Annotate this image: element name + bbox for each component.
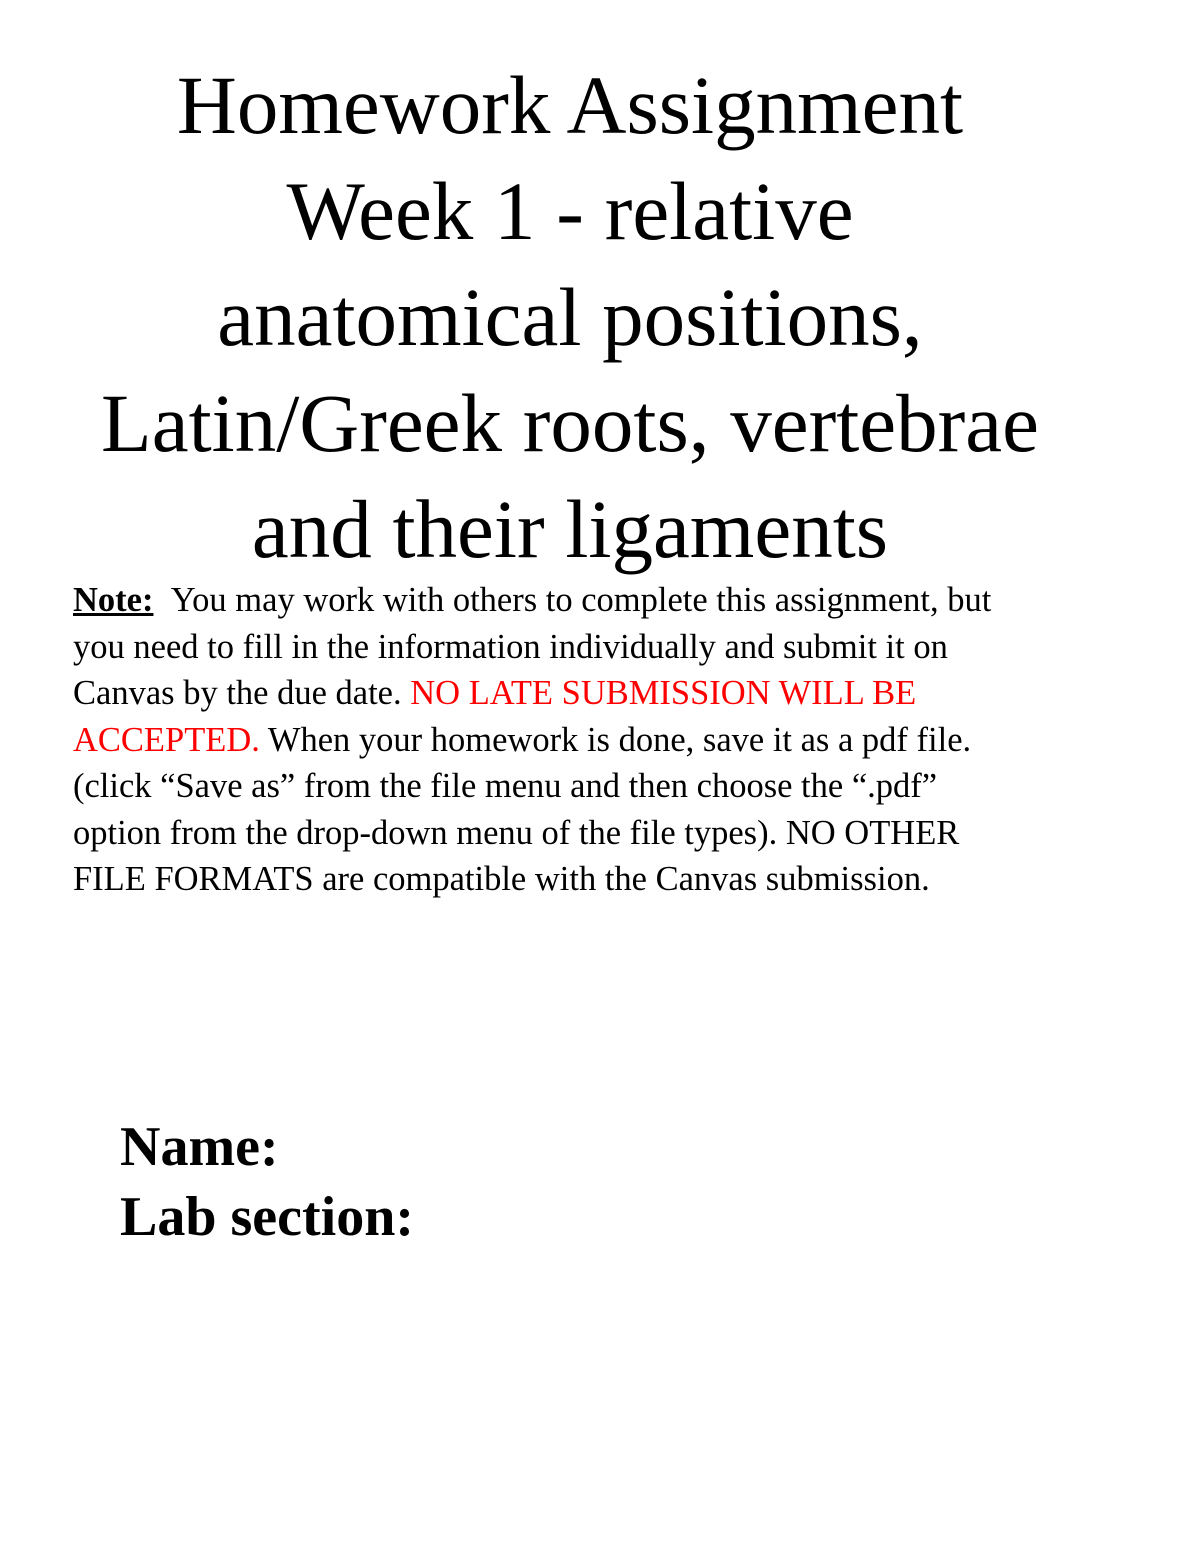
title-line-1: Homework Assignment [176, 59, 964, 151]
page-title [40, 52, 1100, 582]
note-line-3 [73, 670, 1153, 717]
title-line-3: anatomical positions, [217, 271, 923, 363]
note-text-3: Canvas by the due date. [73, 674, 402, 712]
note-paragraph [73, 577, 1153, 903]
note-text-1: You may work with others to complete this assignment, but [170, 581, 992, 619]
title-line-2: Week 1 - relative [286, 165, 854, 257]
note-line-4 [73, 717, 1153, 764]
name-field-label: Name: [120, 1116, 279, 1178]
lab-section-field-label: Lab section: [120, 1186, 414, 1248]
late-warning-text-1: NO LATE SUBMISSION WILL BE [410, 674, 917, 712]
note-line-1 [73, 577, 1153, 624]
late-warning-text-2: ACCEPTED. [73, 720, 260, 759]
note-line-7: FILE FORMATS are compatible with the Canvas submission. [73, 860, 930, 898]
note-line-5: (click “Save as” from the file menu and then choose the “.pdf” [73, 767, 938, 805]
note-line-6: option from the drop-down menu of the file types). NO OTHER [73, 813, 960, 852]
note-line-2: you need to fill in the information individually and submit it on [73, 627, 948, 666]
title-line-5: and their ligaments [251, 483, 889, 575]
note-text-4: When your homework is done, save it as a pdf file. [267, 720, 972, 759]
student-fields [120, 1112, 414, 1252]
note-label: Note: [73, 581, 154, 619]
title-line-4: Latin/Greek roots, vertebrae [101, 377, 1039, 469]
